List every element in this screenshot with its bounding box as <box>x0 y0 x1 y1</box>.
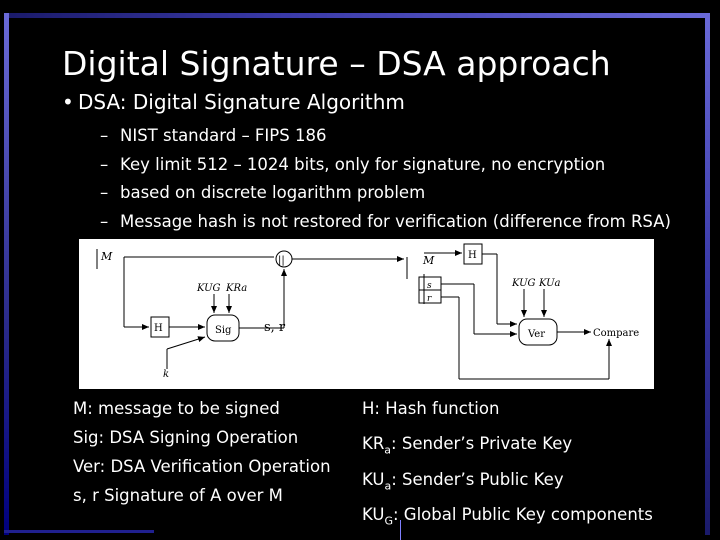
bullet-marker: • <box>62 90 74 114</box>
dash-marker: – <box>100 126 109 145</box>
label-r: r <box>427 294 432 304</box>
sub-bullet <box>100 151 671 180</box>
frame-bottom-bar <box>4 530 154 533</box>
k-to-sig-arrow <box>167 337 205 349</box>
main-bullet <box>62 90 405 114</box>
legend-item: Sig: DSA Signing Operation <box>73 428 299 447</box>
label-kua: KUa <box>539 278 561 289</box>
sub-bullet <box>100 179 671 208</box>
legend-text: : Sender’s Private Key <box>391 434 573 454</box>
label-h-left: H <box>154 323 163 334</box>
legend-subscript: a <box>384 478 392 492</box>
sub-bullet-list <box>100 122 671 236</box>
slide-title: Digital Signature – DSA approach <box>62 44 611 83</box>
label-kug-right: KUG <box>512 278 536 289</box>
dash-marker: – <box>100 211 109 231</box>
dash-marker: – <box>100 154 109 174</box>
legend-left <box>73 394 331 510</box>
sub-bullet <box>100 208 671 237</box>
label-m-left: M <box>101 250 113 263</box>
label-ver: Ver <box>528 329 546 340</box>
dsa-diagram <box>79 239 654 389</box>
label-s: s <box>427 281 432 291</box>
label-sr: s, r <box>264 320 286 335</box>
legend-item: Ver: DSA Verification Operation <box>73 457 331 476</box>
label-concat: || <box>278 255 285 266</box>
label-kra: KRa <box>226 283 248 294</box>
dash-marker: – <box>100 183 109 203</box>
legend-text: H: Hash function <box>362 399 500 418</box>
main-bullet-text: DSA: Digital Signature Algorithm <box>78 90 405 114</box>
frame-left-bar <box>4 13 9 535</box>
sub-bullet-text: Key limit 512 – 1024 bits, only for signature, no encryption <box>120 154 606 174</box>
legend-item <box>362 500 653 535</box>
legend-item <box>362 429 653 464</box>
legend-subscript: G <box>384 514 393 528</box>
legend-subscript: a <box>384 443 392 457</box>
legend-right <box>362 394 653 535</box>
sub-bullet-text: NIST standard – FIPS 186 <box>120 126 327 145</box>
legend-item <box>362 394 653 429</box>
label-h-right: H <box>468 250 477 261</box>
label-k: k <box>163 369 170 380</box>
sub-bullet-text: based on discrete logarithm problem <box>120 183 426 203</box>
label-compare: Compare <box>593 328 640 339</box>
legend-item <box>362 465 653 500</box>
legend-text: : Sender’s Public Key <box>391 469 564 489</box>
sub-bullet-text: Message hash is not restored for verification (difference from RSA) <box>120 211 671 231</box>
frame-right-bar <box>705 13 710 535</box>
legend-text: : Global Public Key components <box>393 504 653 524</box>
sub-bullet <box>100 122 671 151</box>
legend-text: KU <box>362 469 385 489</box>
label-kug-left: KUG <box>197 283 221 294</box>
label-sig: Sig <box>215 325 232 336</box>
legend-text: KU <box>362 504 385 524</box>
dsa-diagram-svg <box>79 239 654 389</box>
legend-item: s, r Signature of A over M <box>73 486 283 505</box>
label-m-right: M <box>423 254 435 267</box>
frame-top-bar <box>4 13 710 18</box>
legend-item: M: message to be signed <box>73 399 280 418</box>
legend-text: KR <box>362 434 385 454</box>
